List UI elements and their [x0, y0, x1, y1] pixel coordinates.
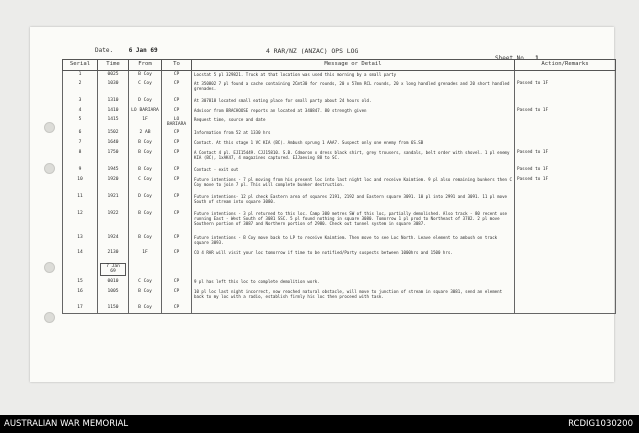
table-row	[63, 80, 616, 97]
log-body	[63, 71, 616, 314]
cell-time: 1030	[98, 80, 129, 97]
table-row	[63, 71, 616, 80]
cell-action	[515, 249, 616, 261]
cell-from: B Coy	[129, 304, 162, 314]
cell-time: 1921	[98, 193, 129, 210]
cell-to: CP	[162, 139, 192, 149]
cell-to: CP	[162, 97, 192, 107]
cell-serial: 8	[63, 149, 98, 166]
table-row	[63, 288, 616, 304]
cell-action	[515, 139, 616, 149]
cell-to: CP	[162, 80, 192, 97]
cell-serial: 4	[63, 107, 98, 116]
punch-hole	[44, 312, 55, 323]
cell-to: CP	[162, 71, 192, 80]
date-value: 6 Jan 69	[128, 47, 158, 54]
cell-serial: 1	[63, 71, 98, 80]
table-row	[63, 116, 616, 129]
cell-action	[515, 193, 616, 210]
cell-to: CP	[162, 304, 192, 314]
cell-message: Advisor from BRACHOOSE reports an located at 340847. 80 strength given	[192, 107, 515, 116]
cell-from: 2 AB	[129, 129, 162, 139]
cell-time: 1310	[98, 97, 129, 107]
cell-action	[515, 304, 616, 314]
cell-message: A Contact 4 pl. EJI15449. CJJ15810. S.B. Cdmoron x dress black shirt, grey trousers, sandals, belt order with shovel. 1 pl enemy KIA (BC), 1xAK47, 4 magazines captured. EJJaeving 88 to SC.	[192, 149, 515, 166]
cell-from: C Coy	[129, 176, 162, 193]
col-to: To	[162, 60, 192, 71]
cell-message: At 350802 7 pl found a cache containing 2Cmt30 for rounds, 20 x 57mm RCL rounds, 20 x long handled grenades and 20 short handled grenades.	[192, 80, 515, 97]
cell-time: 1502	[98, 129, 129, 139]
table-row	[63, 139, 616, 149]
table-row	[63, 304, 616, 314]
cell-action: Passed to 1F	[515, 80, 616, 97]
punch-hole	[44, 262, 55, 273]
cell-from: B Coy	[129, 234, 162, 249]
cell-from: D Coy	[129, 193, 162, 210]
ops-log-table	[62, 59, 616, 314]
cell-serial: 2	[63, 80, 98, 97]
cell-message: Information from 52 at 1330 hrs	[192, 129, 515, 139]
cell-to: CP	[162, 288, 192, 304]
cell-action	[515, 261, 616, 278]
cell-message: 10 pl loc last night incorrect, now reached natural obstacle, will move to junction of stream in square 3081, send an element back to my loc with a radio, establish firmly his loc then proceed with task.	[192, 288, 515, 304]
cell-serial: 13	[63, 234, 98, 249]
cell-from: 1F	[129, 249, 162, 261]
cell-message: Locstat 5 pl 329821. Truck at that location was used this morning by a small party	[192, 71, 515, 80]
cell-to	[162, 261, 192, 278]
cell-time: 2130	[98, 249, 129, 261]
table-row	[63, 166, 616, 176]
cell-action	[515, 210, 616, 234]
date-field	[95, 47, 158, 54]
log-title: 4 RAR/NZ (ANZAC) OPS LOG	[266, 47, 359, 55]
cell-from: B Coy	[129, 71, 162, 80]
table-row	[63, 176, 616, 193]
punch-hole	[44, 122, 55, 133]
cell-message	[192, 304, 515, 314]
cell-action	[515, 234, 616, 249]
cell-from: D Coy	[129, 97, 162, 107]
cell-action	[515, 116, 616, 129]
cell-from: B Coy	[129, 288, 162, 304]
cell-serial: 6	[63, 129, 98, 139]
table-row	[63, 210, 616, 234]
table-row	[63, 107, 616, 116]
table-row	[63, 149, 616, 166]
table-row	[63, 234, 616, 249]
cell-message: 9 pl has left this loc to complete demolition work.	[192, 278, 515, 288]
cell-action: Passed to 1F	[515, 166, 616, 176]
cell-to: CP	[162, 166, 192, 176]
cell-to: CP	[162, 249, 192, 261]
cell-message: At 307818 located small eating place for small party about 24 hours old.	[192, 97, 515, 107]
archive-name: AUSTRALIAN WAR MEMORIAL	[4, 419, 129, 429]
date-stamp: 7 Jan 69	[100, 263, 126, 276]
cell-time: 1922	[98, 210, 129, 234]
col-serial: Serial	[63, 60, 98, 71]
cell-time: 1945	[98, 166, 129, 176]
cell-time: 1640	[98, 139, 129, 149]
table-row	[63, 249, 616, 261]
cell-time	[98, 261, 129, 278]
cell-from: B Coy	[129, 139, 162, 149]
cell-from: B Coy	[129, 166, 162, 176]
cell-from: B Coy	[129, 149, 162, 166]
cell-from: LO BARIARA	[129, 107, 162, 116]
cell-time: 0010	[98, 278, 129, 288]
cell-time: 1750	[98, 149, 129, 166]
cell-action	[515, 71, 616, 80]
cell-message: CO 4 RAR will visit your loc tomorrow if time to be notified/Party suspects between 1000hrs and 1500 hrs.	[192, 249, 515, 261]
cell-to: CP	[162, 149, 192, 166]
cell-from: 1F	[129, 116, 162, 129]
archive-reference: RCDIG1030200	[568, 419, 633, 429]
cell-action: Passed to 1F	[515, 149, 616, 166]
table-header-row	[63, 60, 616, 71]
col-message: Message or Detail	[192, 60, 515, 71]
table-row	[63, 193, 616, 210]
cell-action	[515, 97, 616, 107]
cell-serial: 5	[63, 116, 98, 129]
cell-from	[129, 261, 162, 278]
cell-message	[192, 261, 515, 278]
sheet-label: Sheet No.	[495, 55, 528, 62]
cell-message: Request time, source and date	[192, 116, 515, 129]
cell-to: LO BARIARA	[162, 116, 192, 129]
col-time: Time	[98, 60, 129, 71]
cell-serial: 3	[63, 97, 98, 107]
cell-from: C Coy	[129, 80, 162, 97]
cell-serial: 7	[63, 139, 98, 149]
col-action: Action/Remarks	[515, 60, 616, 71]
date-label: Date.	[95, 47, 114, 54]
cell-serial: 17	[63, 304, 98, 314]
table-row	[63, 97, 616, 107]
table-row	[63, 129, 616, 139]
cell-serial: 12	[63, 210, 98, 234]
cell-time: 1924	[98, 234, 129, 249]
cell-time: 0025	[98, 71, 129, 80]
cell-action: Passed to 1F	[515, 176, 616, 193]
cell-serial: 15	[63, 278, 98, 288]
cell-serial: 16	[63, 288, 98, 304]
cell-message: Contact - exit out	[192, 166, 515, 176]
cell-from: C Coy	[129, 278, 162, 288]
cell-message: Future intentions - 3 pl returned to this loc. Camp 300 metres SW of this loc, partially demolished. Also track - 80 recent use running East - West South of 3081 SSC. 5 pl found nothing in square 3080. Tomorrow 1 pl prod to Northeast of 3782. 2 pl move Southern portion of 3087 and Northern portion of 2980. Check out tunnel system in square 3087.	[192, 210, 515, 234]
cell-to: CP	[162, 193, 192, 210]
cell-time: 1920	[98, 176, 129, 193]
cell-time: 1150	[98, 304, 129, 314]
cell-time: 1410	[98, 107, 129, 116]
cell-action	[515, 129, 616, 139]
col-from: From	[129, 60, 162, 71]
cell-action: Passed to 1F	[515, 107, 616, 116]
cell-to: CP	[162, 234, 192, 249]
cell-action	[515, 278, 616, 288]
cell-message: Future intentions- 12 pl check Eastern area of squares 2191, 2192 and Eastern square 3091. 10 pl into 2991 and 3091. 11 pl move South of stream into square 3080.	[192, 193, 515, 210]
cell-message: Future intentions - B Coy move back to LP to receive Kaimtiem. Then move to see Loc North. Leave element to ambush on track square 3093.	[192, 234, 515, 249]
cell-to: CP	[162, 210, 192, 234]
cell-time: 1415	[98, 116, 129, 129]
cell-to: CP	[162, 176, 192, 193]
sheet-value: 1	[535, 55, 539, 62]
table-row	[63, 278, 616, 288]
cell-to: CP	[162, 129, 192, 139]
cell-time: 1005	[98, 288, 129, 304]
cell-serial: 9	[63, 166, 98, 176]
cell-message: Contact. At this stage 1 VC KIA (BC). Ambush sprung 1 AAA7. Suspect only one enemy from 6S.SB	[192, 139, 515, 149]
cell-from: B Coy	[129, 210, 162, 234]
cell-action	[515, 288, 616, 304]
cell-message: Future intentions - 7 pl moving from his present loc into last night loc and receive Kaimtiem. 9 pl also remaining bunkers then C Coy move to join 7 pl. This will complete bunker destruction.	[192, 176, 515, 193]
archive-footer	[0, 415, 639, 433]
cell-to: CP	[162, 107, 192, 116]
cell-serial: 14	[63, 249, 98, 261]
cell-serial: 11	[63, 193, 98, 210]
table-row	[63, 261, 616, 278]
cell-to: CP	[162, 278, 192, 288]
cell-serial	[63, 261, 98, 278]
cell-serial: 10	[63, 176, 98, 193]
punch-hole	[44, 163, 55, 174]
